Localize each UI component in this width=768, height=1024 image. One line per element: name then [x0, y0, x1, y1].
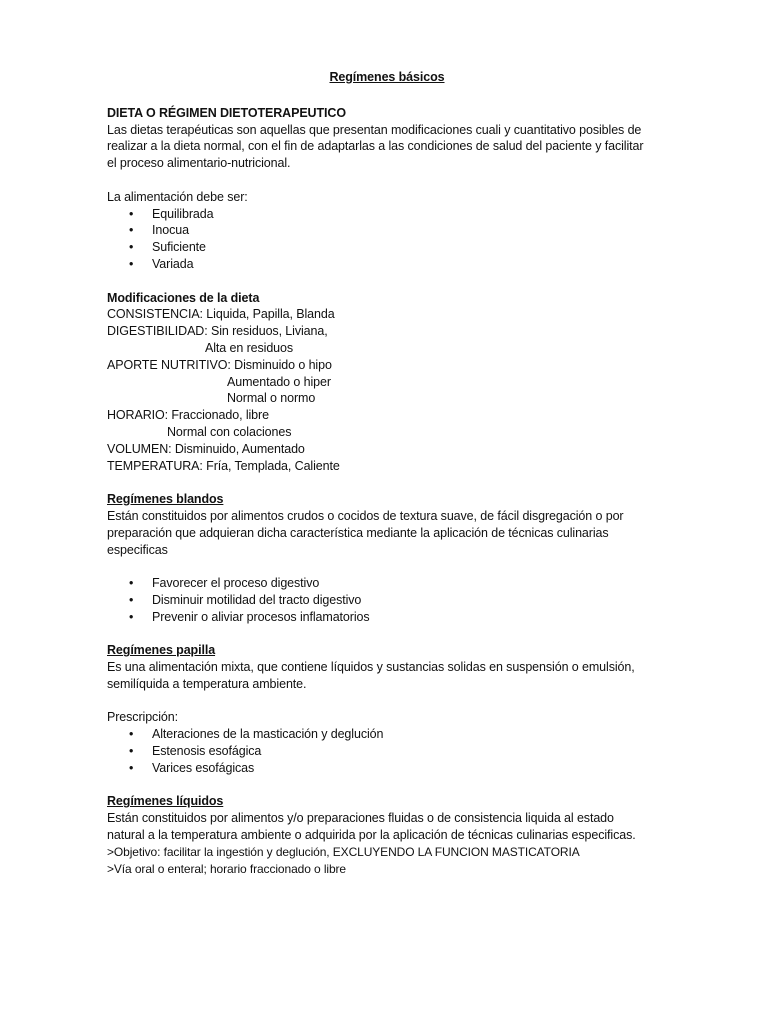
list-item-text: Varices esofágicas [152, 760, 255, 775]
bullet-icon: • [129, 240, 134, 255]
bullet-icon: • [129, 727, 134, 742]
modification-aporte-continued: Normal o normo [227, 391, 316, 406]
section-heading-papilla: Regímenes papilla [107, 643, 216, 658]
paragraph-line: Están constituidos por alimentos crudos o cocidos de textura suave, de fácil disgregación o por [107, 508, 624, 523]
list-item [107, 609, 667, 626]
bullet-icon: • [129, 206, 134, 221]
list-item [107, 743, 667, 760]
modification-aporte-continued: Aumentado o hiper [227, 374, 331, 389]
section-heading-blandos: Regímenes blandos [107, 492, 224, 507]
paragraph-line: natural a la temperatura ambiente o adquirida por la aplicación de técnicas culinarias especificas. [107, 828, 636, 843]
list-item-text: Prevenir o aliviar procesos inflamatorios [152, 609, 370, 624]
modification-horario-continued: Normal con colaciones [167, 424, 292, 439]
modification-volumen: VOLUMEN: Disminuido, Aumentado [107, 441, 305, 456]
list-intro: La alimentación debe ser: [107, 189, 248, 204]
spacer [107, 172, 667, 189]
document-body [107, 69, 667, 877]
list-item-text: Equilibrada [152, 206, 214, 221]
section-heading-modificaciones: Modificaciones de la dieta [107, 290, 260, 305]
bullet-icon: • [129, 744, 134, 759]
list-intro: Prescripción: [107, 710, 178, 725]
list-item [107, 726, 667, 743]
spacer [107, 777, 667, 794]
bullet-icon: • [129, 576, 134, 591]
spacer [107, 693, 667, 710]
paragraph-line: semilíquida a temperatura ambiente. [107, 676, 307, 691]
bullet-icon: • [129, 592, 134, 607]
modification-temperatura: TEMPERATURA: Fría, Templada, Caliente [107, 458, 340, 473]
list-item [107, 206, 667, 223]
bullet-icon: • [129, 609, 134, 624]
list-item-text: Variada [152, 256, 194, 271]
list-item [107, 222, 667, 239]
list-item [107, 256, 667, 273]
paragraph-line: especificas [107, 542, 168, 557]
modification-aporte: APORTE NUTRITIVO: Disminuido o hipo [107, 357, 332, 372]
list-item [107, 239, 667, 256]
paragraph-line: Es una alimentación mixta, que contiene líquidos y sustancias solidas en suspensión o emulsión, [107, 660, 635, 675]
bullet-icon: • [129, 223, 134, 238]
paragraph-line: Las dietas terapéuticas son aquellas que presentan modificaciones cuali y cuantitativo posibles de [107, 122, 642, 137]
bullet-icon: • [129, 256, 134, 271]
list-item-text: Suficiente [152, 240, 206, 255]
section-heading-liquidos: Regímenes líquidos [107, 794, 224, 809]
via-line: >Vía oral o enteral; horario fraccionado o libre [107, 861, 347, 876]
spacer [107, 558, 667, 575]
paragraph-line: el proceso alimentario-nutricional. [107, 156, 291, 171]
paragraph-line: preparación que adquieran dicha característica mediante la aplicación de técnicas culinarias [107, 525, 609, 540]
bullet-list-papilla [107, 726, 667, 776]
list-item-text: Inocua [152, 223, 189, 238]
list-item [107, 760, 667, 777]
spacer [107, 273, 667, 290]
bullet-icon: • [129, 760, 134, 775]
paragraph-line: Están constituidos por alimentos y/o preparaciones fluidas o de consistencia liquida al estado [107, 811, 614, 826]
list-item-text: Alteraciones de la masticación y deglución [152, 727, 384, 742]
section-heading-dieta: DIETA O RÉGIMEN DIETOTERAPEUTICO [107, 105, 346, 120]
modification-digestibilidad: DIGESTIBILIDAD: Sin residuos, Liviana, [107, 324, 328, 339]
spacer [107, 626, 667, 643]
modification-digestibilidad-continued: Alta en residuos [205, 340, 294, 355]
bullet-list-blandos [107, 575, 667, 625]
list-item-text: Favorecer el proceso digestivo [152, 576, 320, 591]
objetivo-line: >Objetivo: facilitar la ingestión y deglución, EXCLUYENDO LA FUNCION MASTICATORIA [107, 844, 580, 859]
list-item [107, 592, 667, 609]
list-item-text: Disminuir motilidad del tracto digestivo [152, 592, 362, 607]
modification-horario: HORARIO: Fraccionado, libre [107, 408, 269, 423]
paragraph-line: realizar a la dieta normal, con el fin de adaptarlas a las condiciones de salud del paciente y facilitar [107, 139, 644, 154]
bullet-list-alimentacion [107, 206, 667, 273]
document-title: Regímenes básicos [329, 70, 445, 84]
list-item-text: Estenosis esofágica [152, 744, 262, 759]
spacer [107, 474, 667, 491]
list-item [107, 575, 667, 592]
modification-consistencia: CONSISTENCIA: Liquida, Papilla, Blanda [107, 307, 335, 322]
